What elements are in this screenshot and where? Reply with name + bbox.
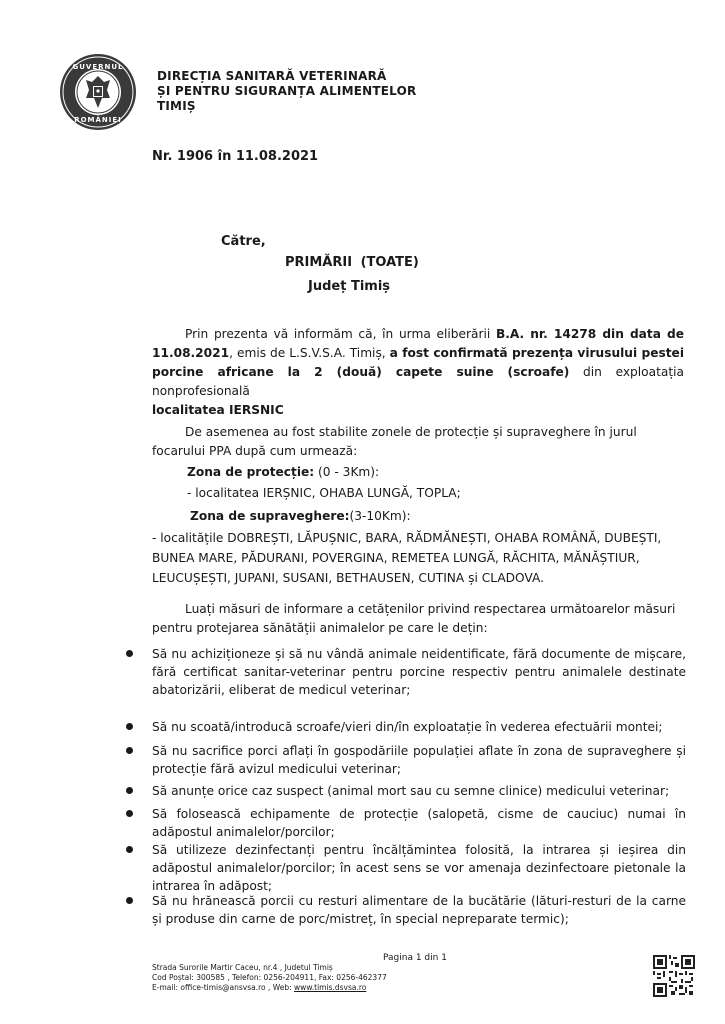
surveillance-zone (190, 506, 411, 527)
paragraph-zones-intro (152, 423, 684, 461)
p1-text-c: din data de (596, 327, 685, 341)
recipient-county: Județ Timiș (308, 279, 391, 294)
list-item: Să nu sacrifice porci aflați în gospodăriile populației aflate în zona de supraveghere și protecție fără avizul medicului veterinar; (152, 742, 686, 778)
footer-email: E-mail: office-timis@ansvsa.ro , Web: (152, 983, 295, 992)
recipient-to: Către, (221, 234, 266, 249)
protection-zone (187, 462, 461, 504)
recipient-name: PRIMĂRII (TOATE) (285, 255, 419, 270)
list-item: Să nu scoată/introducă scroafe/vieri din/în exploatație în vederea efectuării montei; (152, 718, 686, 736)
protection-zone-title: Zona de protecție: (187, 465, 315, 479)
qr-code-icon (653, 955, 695, 997)
p1-text-a: Prin prezenta vă informăm că, în urma eliberării (185, 327, 496, 341)
list-item: Să nu hrănească porcii cu resturi alimentare de la bucătărie (lături-resturi de la carne și produse din carne de porc/mistreț, în special nepreparate termic); (152, 892, 686, 928)
p1-locality: localitatea IERSNIC (152, 403, 284, 417)
list-item: Să folosească echipamente de protecție (salopetă, cisme de cauciuc) numai în adăpostul animalelor/porcilor; (152, 805, 686, 841)
footer-website-link[interactable]: www.timis.dsvsa.ro (294, 983, 367, 992)
document-number: Nr. 1906 în 11.08.2021 (152, 149, 319, 164)
surveillance-zone-title: Zona de supraveghere: (190, 509, 350, 523)
surveillance-zone-range: (3-10Km): (349, 509, 411, 523)
bullet-icon (126, 723, 133, 730)
p1-text-e: , emis de L.S.V.S.A. Timiș, (229, 346, 390, 360)
bullet-icon (126, 747, 133, 754)
institution-header (157, 69, 416, 114)
footer-contact (152, 963, 387, 993)
footer-address: Strada Surorile Martir Caceu, nr.4 , Judetul Timiș (152, 963, 333, 972)
romanian-government-seal (58, 52, 138, 132)
p1-ba-number: B.A. nr. 14278 (495, 327, 597, 341)
list-item: Să utilizeze dezinfectanți pentru încălțămintea folosită, la intrarea și ieșirea din adăpostul animalelor/porcilor; în acest sens se vor amenaja dezinfectoare pietonale la intrarea în adăpost; (152, 841, 686, 895)
list-item: Să anunțe orice caz suspect (animal mort sau cu semne clinice) medicului veterinar; (152, 782, 686, 800)
bullet-icon (126, 787, 133, 794)
surveillance-zone-list: - localitățile DOBREȘTI, LĂPUȘNIC, BARA, RĂDMĂNEȘTI, OHABA ROMÂNĂ, DUBEȘTI, BUNEA MARE, PĂDURANI, POVERGINA, REMETEA LUNGĂ, RĂCHITA, MĂNĂȘTIUR, LEUCUȘEȘTI, JUPANI, SUSANI, BETHAUSEN, CUTINA și CLADOVA. (152, 531, 662, 585)
institution-line-1: DIRECȚIA SANITARĂ VETERINARĂ (157, 69, 387, 83)
zones-intro-text: De asemenea au fost stabilite zonele de protecție și supraveghere în jurul focarului PPA după cum urmează: (152, 425, 637, 458)
paragraph-notification (152, 325, 684, 420)
protection-zone-range: (0 - 3Km): (314, 465, 380, 479)
svg-text:GUVERNUL: GUVERNUL (72, 63, 124, 71)
bullet-icon (126, 846, 133, 853)
bullet-icon (126, 897, 133, 904)
p1-text-g: din exploatația nonprofesională (152, 365, 684, 398)
svg-text:ROMÂNIEI: ROMÂNIEI (74, 116, 122, 124)
bullet-icon (126, 650, 133, 657)
list-item: Să nu achiziționeze și să nu vândă animale neidentificate, fără documente de mișcare, fără certificat sanitar-veterinar pentru porcine respectiv pentru animalele destinate abatorizării, eliberat de medicul veterinar; (152, 645, 686, 699)
bullet-icon (126, 810, 133, 817)
p1-date: 11.08.2021 (152, 346, 230, 360)
institution-line-2: ȘI PENTRU SIGURANȚA ALIMENTELOR (157, 84, 417, 98)
page-number: Pagina 1 din 1 (383, 953, 447, 963)
institution-line-3: TIMIȘ (157, 99, 196, 113)
protection-zone-list: - localitatea IERȘNIC, OHABA LUNGĂ, TOPLA; (187, 486, 461, 500)
p1-confirmation: a fost confirmată prezența virusului pestei porcine africane la 2 (două) capete suine (scroafe) (152, 346, 685, 379)
paragraph-measures-intro (152, 600, 684, 638)
footer-phone: Cod Poștal: 300585 , Telefon: 0256-204911, Fax: 0256-462377 (152, 973, 387, 982)
measures-intro-text: Luați măsuri de informare a cetățenilor privind respectarea următoarelor măsuri pentru protejarea sănătății animalelor pe care le dețin: (152, 602, 676, 635)
